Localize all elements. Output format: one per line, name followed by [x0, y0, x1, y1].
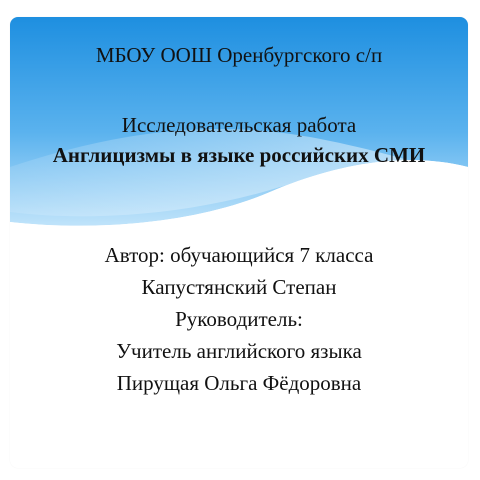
- work-type: Исследовательская работа: [121, 113, 357, 137]
- work-title: Англицизмы в языке российских СМИ: [52, 143, 426, 167]
- author-name: Капустянский Степан: [141, 275, 337, 299]
- supervisor-label: Руководитель:: [175, 307, 303, 331]
- school-name: МБОУ ООШ Оренбургского с/п: [95, 43, 383, 67]
- supervisor-name: Пирущая Ольга Фёдоровна: [116, 371, 362, 395]
- supervisor-role: Учитель английского языка: [116, 339, 362, 363]
- title-slide: [10, 17, 468, 468]
- author-line: Автор: обучающийся 7 класса: [104, 243, 374, 267]
